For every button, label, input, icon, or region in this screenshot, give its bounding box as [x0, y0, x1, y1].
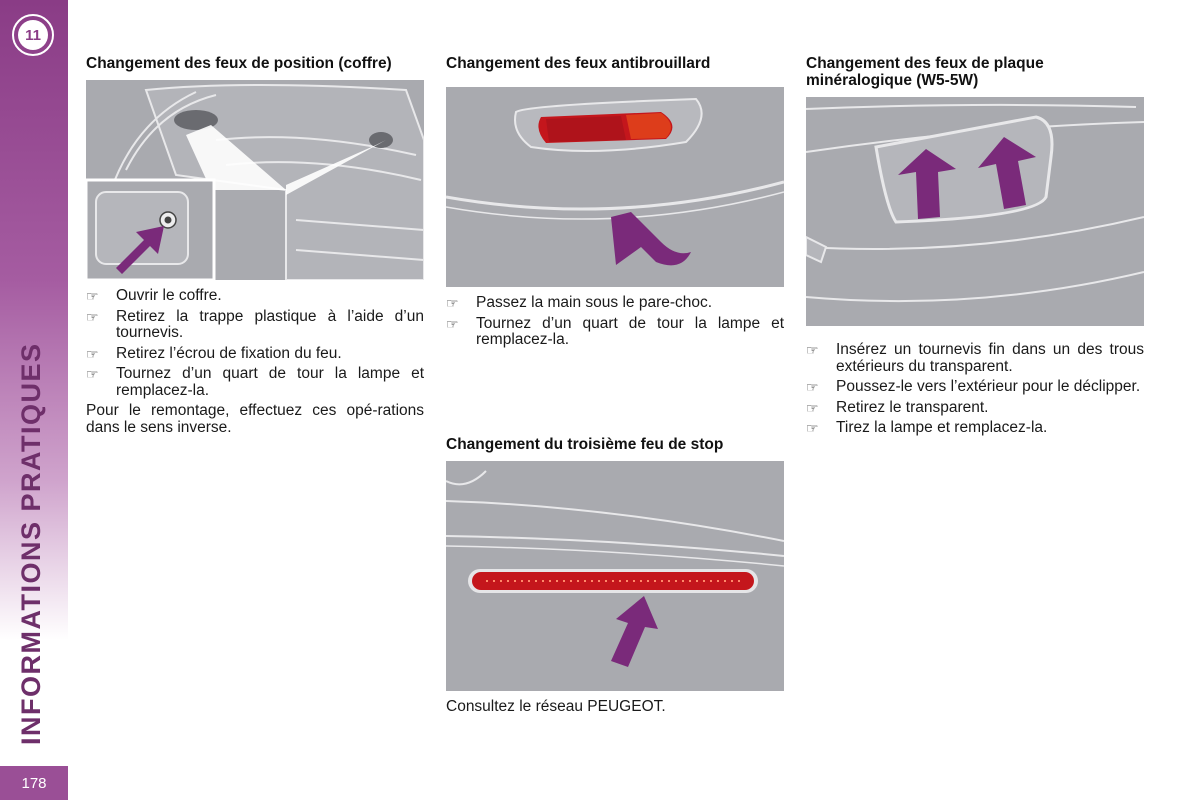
steps-list [806, 342, 1144, 437]
steps-list [446, 295, 784, 349]
list-item: ☞ Insérez un tournevis fin dans un des trous extérieurs du transparent. [806, 341, 1144, 375]
chapter-title: INFORMATIONS PRATIQUES [16, 342, 46, 745]
fog-light-illustration [446, 87, 784, 287]
section-third-brake [446, 436, 784, 716]
third-brake-illustration [446, 461, 784, 691]
pointing-hand-icon: ☞ [86, 288, 99, 304]
list-item: ☞ Tournez d’un quart de tour la lampe et remplacez-la. [86, 365, 424, 399]
chapter-sidebar [0, 0, 68, 800]
pointing-hand-icon: ☞ [806, 379, 819, 395]
chapter-number: 11 [18, 20, 48, 50]
pointing-hand-icon: ☞ [86, 345, 99, 362]
list-item: ☞ Tirez la lampe et remplacez-la. [806, 419, 1048, 436]
list-item: ☞ Poussez-le vers l’extérieur pour le déclipper. [806, 378, 1141, 395]
steps-list [86, 288, 424, 399]
section-plate-lights [806, 55, 1144, 441]
list-item: ☞ Retirez la trappe plastique à l’aide d’un tournevis. [86, 307, 424, 341]
pointing-hand-icon: ☞ [806, 420, 819, 436]
pointing-hand-icon: ☞ [86, 308, 99, 325]
pointing-hand-icon: ☞ [446, 295, 459, 311]
chapter-badge [12, 14, 54, 56]
plate-light-illustration [806, 97, 1144, 326]
list-item: ☞ Tournez d’un quart de tour la lampe et remplacez-la. [446, 314, 784, 348]
pointing-hand-icon: ☞ [806, 399, 819, 416]
section-fog-lights [446, 55, 784, 715]
reassembly-note: Pour le remontage, effectuez ces opé-rations dans le sens inverse. [86, 402, 424, 436]
pointing-hand-icon: ☞ [86, 366, 99, 382]
section-position-lights [86, 55, 424, 436]
page-number: 178 [0, 766, 68, 800]
list-item: ☞ Retirez l’écrou de fixation du feu. [86, 344, 342, 362]
section-title: Changement des feux de plaque minéralogique (W5-5W) [806, 55, 1044, 89]
list-item: ☞ Passez la main sous le pare-choc. [446, 294, 713, 311]
section-title: Changement des feux antibrouillard [446, 55, 711, 72]
section-title: Changement des feux de position (coffre) [86, 55, 392, 72]
section-title: Changement du troisième feu de stop [446, 436, 724, 453]
list-item: ☞ Retirez le transparent. [806, 398, 989, 416]
pointing-hand-icon: ☞ [446, 315, 459, 332]
dealer-note: Consultez le réseau PEUGEOT. [446, 698, 666, 715]
list-item: ☞ Ouvrir le coffre. [86, 287, 222, 304]
pointing-hand-icon: ☞ [806, 342, 819, 358]
trunk-light-illustration [86, 80, 424, 280]
